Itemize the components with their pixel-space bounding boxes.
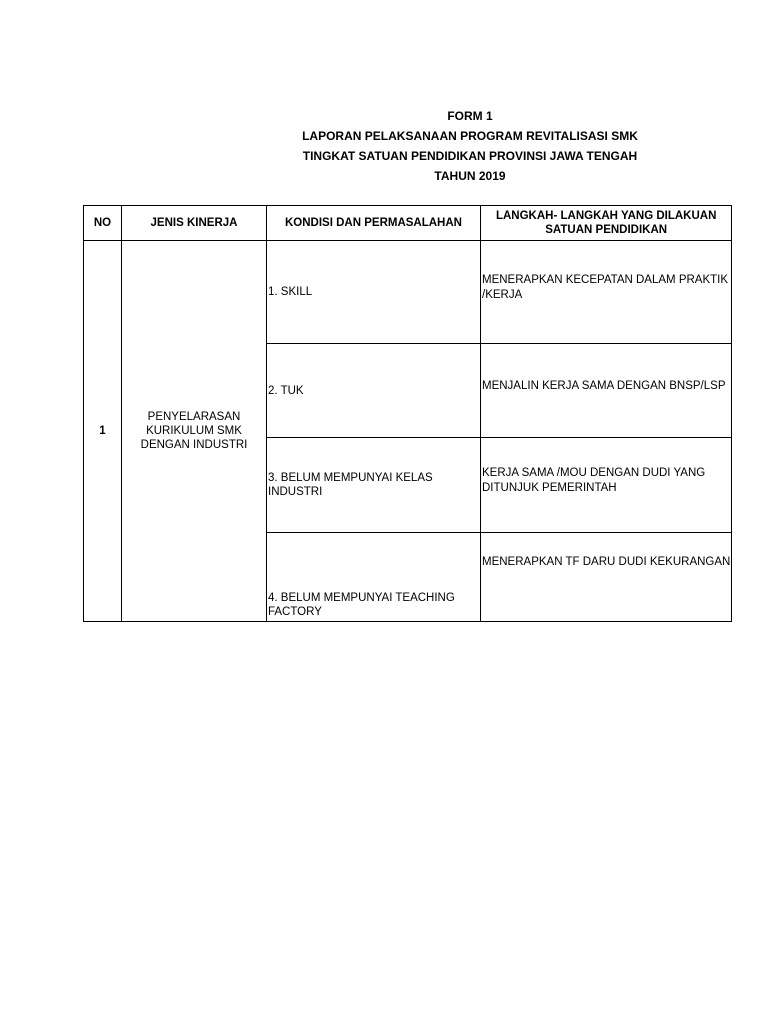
row-number: 1 <box>84 241 122 622</box>
langkah-cell: MENERAPKAN TF DARU DUDI KEKURANGAN <box>481 533 732 622</box>
kondisi-cell: 1. SKILL <box>267 241 481 344</box>
table-row <box>84 241 732 344</box>
report-title: LAPORAN PELAKSANAAN PROGRAM REVITALISASI SMK <box>302 129 638 143</box>
report-table <box>83 205 732 622</box>
table-header-row <box>84 206 732 241</box>
langkah-cell: MENERAPKAN KECEPATAN DALAM PRAKTIK /KERJA <box>481 241 732 344</box>
column-header-kondisi: KONDISI DAN PERMASALAHAN <box>267 206 481 241</box>
column-header-langkah: LANGKAH- LANGKAH YANG DILAKUAN SATUAN PENDIDIKAN <box>481 206 732 241</box>
column-header-jenis-kinerja: JENIS KINERJA <box>122 206 267 241</box>
langkah-cell: MENJALIN KERJA SAMA DENGAN BNSP/LSP <box>481 344 732 438</box>
column-header-no: NO <box>84 206 122 241</box>
form-label: FORM 1 <box>447 109 493 123</box>
jenis-kinerja-cell: PENYELARASAN KURIKULUM SMK DENGAN INDUSTRI <box>122 241 267 622</box>
kondisi-cell: 2. TUK <box>267 344 481 438</box>
report-subtitle: TINGKAT SATUAN PENDIDIKAN PROVINSI JAWA TENGAH <box>302 149 638 163</box>
report-year: TAHUN 2019 <box>434 169 506 183</box>
kondisi-cell: 3. BELUM MEMPUNYAI KELAS INDUSTRI <box>267 438 481 533</box>
kondisi-cell: 4. BELUM MEMPUNYAI TEACHING FACTORY <box>267 533 481 622</box>
langkah-cell: KERJA SAMA /MOU DENGAN DUDI YANG DITUNJUK PEMERINTAH <box>481 438 732 533</box>
